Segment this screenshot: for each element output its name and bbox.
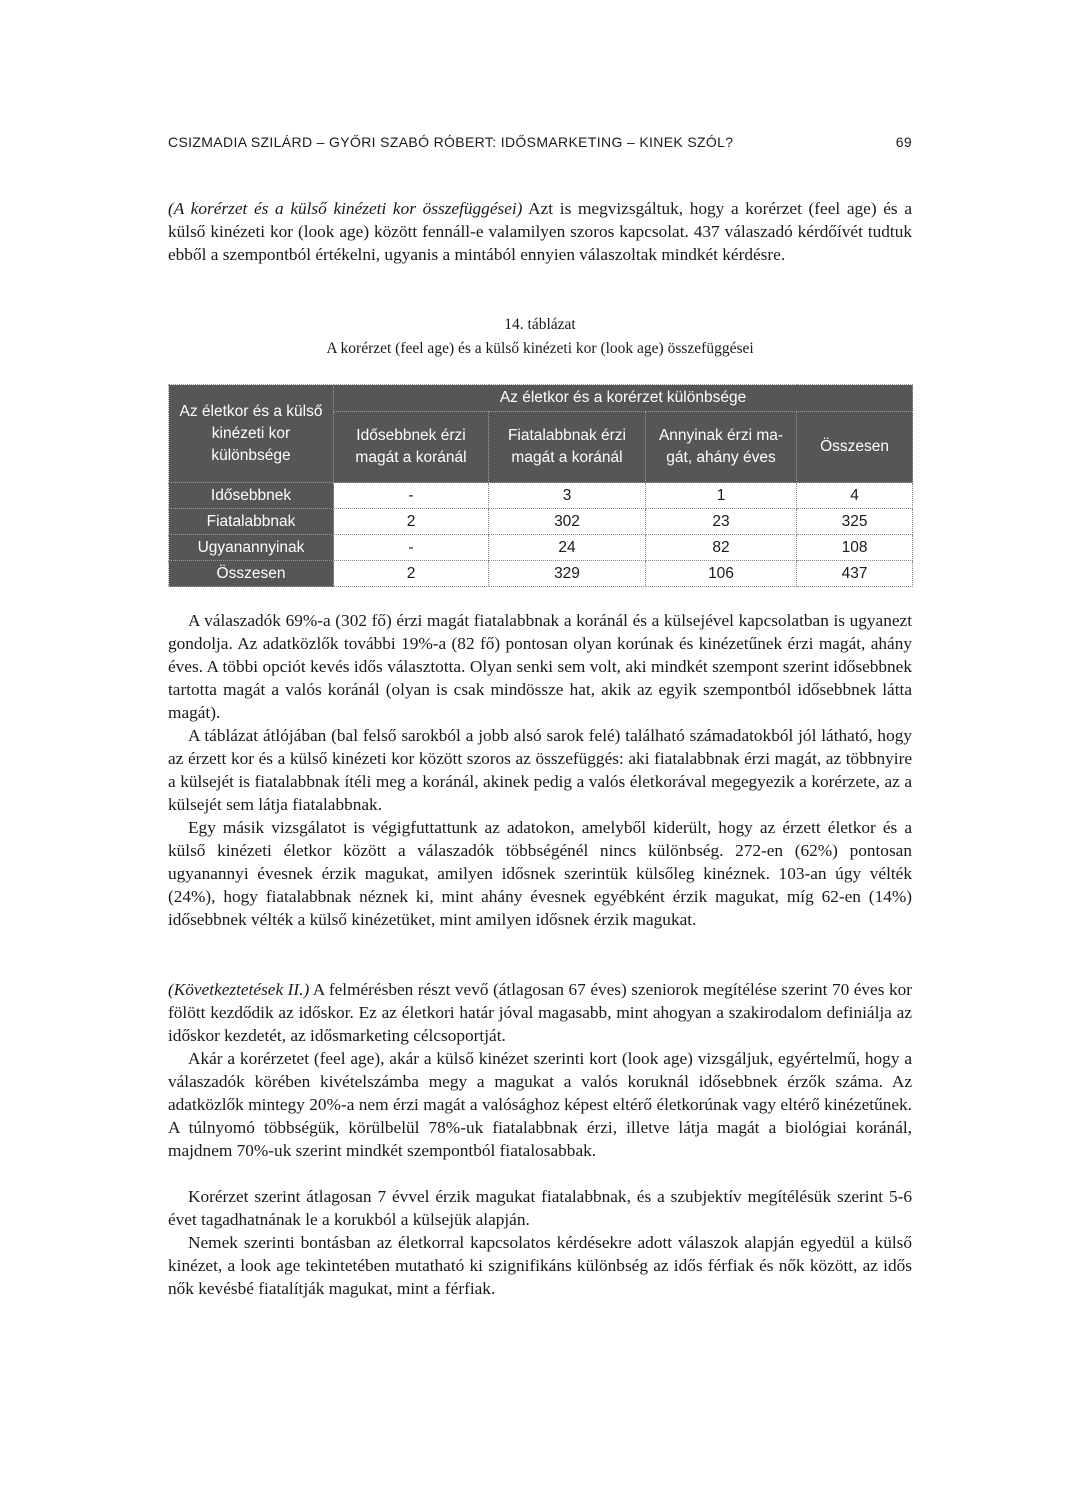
intro-lead: (A korérzet és a külső kinézeti kor összefüggései): [168, 199, 523, 218]
body-paragraph: Egy másik vizsgálatot is végigfuttattunk az adatokon, amelyből kiderült, hogy az érzett életkor és a külső kinézeti életkor között a válaszadók többségénél nincs különbség. 272-en (62%) pontosan ugyanannyi évesnek érzik magukat, amilyen idősnek szerintük külsőleg kinéznek. 103-an úgy vélték (24%), hogy fiatalabbnak néznek ki, mint ahány évesnek egyébként érzik magukat, míg 62-en (14%) idősebbnek vélték a külső kinézetüket, mint amilyen idősnek érzik magukat.: [168, 818, 912, 929]
column-header: Idősebbnek érzi magát a koránál: [334, 412, 489, 483]
running-header-title: CSIZMADIA SZILÁRD – GYŐRI SZABÓ RÓBERT: IDŐSMARKETING – KINEK SZÓL?: [168, 134, 734, 150]
column-header: Fiatalabbnak érzi magát a koránál: [489, 412, 646, 483]
body-paragraph: Nemek szerinti bontásban az életkorral kapcsolatos kérdésekre adott válaszok alapján egyedül a külső kinézet, a look age tekintetében mutatható ki szignifikáns különbség az idős férfiak és nők között, az idős nők kevésbé fiatalítják magukat, mint a férfiak.: [168, 1233, 912, 1298]
table-cell: 82: [646, 535, 797, 561]
table-cell: 24: [489, 535, 646, 561]
age-perception-table: [168, 384, 913, 587]
body-paragraph: Akár a korérzetet (feel age), akár a külső kinézet szerinti kort (look age) vizsgáljuk, egyértelmű, hogy a válaszadók körében kivételszámba megy a magukat a valós koruknál idősebbnek érzők száma. Az adatközlők mintegy 20%-a nem érzi magát a valósághoz képest eltérő életkorúnak vagy eltérő kinézetűnek. A túlnyomó többségük, körülbelül 78%-uk fiatalabbnak érzi, illetve látja magát a biológiai koránál, majdnem 70%-uk szerint mindkét szempontból fiatalosabbak.: [168, 1049, 912, 1160]
conclusions-paragraph: [168, 978, 912, 1047]
table-cell: 106: [646, 561, 797, 587]
table-cell: 108: [797, 535, 913, 561]
table-row: [169, 509, 913, 535]
table-caption-number: 14. táblázat: [504, 316, 576, 333]
page-number: 69: [895, 134, 912, 150]
table-cell: 23: [646, 509, 797, 535]
row-label: Összesen: [169, 561, 334, 587]
intro-text: Azt is megvizsgáltuk, hogy a korérzet (feel age) és a külső kinézeti kor (look age) között fennáll-e valamilyen szoros kapcsolat. 437 válaszadó kérdőívét tudtuk ebből a szempontból értékelni, ugyanis a mintából ennyien válaszoltak mindkét kérdésre.: [168, 199, 912, 264]
table-cell: 329: [489, 561, 646, 587]
table-cell: 4: [797, 483, 913, 509]
conclusions-text: A felmérésben részt vevő (átlagosan 67 éves) szeniorok megítélése szerint 70 éves kor fölött kezdődik az időskor. Ez az életkori határ jóval magasabb, mint ahogyan a szakirodalom definiálja az időskor kezdetét, az idősmarketing célcsoportját.: [168, 980, 912, 1045]
table-cell: -: [334, 483, 489, 509]
table-cell: -: [334, 535, 489, 561]
column-header: Annyinak érzi magát, ahány éves: [646, 412, 797, 483]
body-paragraph: A válaszadók 69%-a (302 fő) érzi magát fiatalabbnak a koránál és a külsejével kapcsolatban is ugyanezt gondolja. Az adatközlők további 19%-a (82 fő) pontosan olyan korúnak és kinézetűnek érzi magát, ahány éves. A többi opciót kevés idős választotta. Olyan senki sem volt, aki mindkét szempont szerint idősebbnek tartotta magát a valós koránál (olyan is csak mindössze hat, akik az egyik szempontból idősebbnek látta magát).: [168, 611, 912, 722]
table-cell: 2: [334, 509, 489, 535]
body-paragraph: Korérzet szerint átlagosan 7 évvel érzik magukat fiatalabbnak, és a szubjektív megítélésük szerint 5-6 évet tagadhatnának le a korukból a külsejük alapján.: [168, 1187, 912, 1229]
table-cell: 3: [489, 483, 646, 509]
table-row-header: Az életkor és a külső kinézeti kor különbsége: [169, 385, 334, 483]
row-label: Fiatalabbnak: [169, 509, 334, 535]
row-label: Ugyanannyinak: [169, 535, 334, 561]
table-cell: 437: [797, 561, 913, 587]
conclusions-lead: (Következtetések II.): [168, 980, 310, 999]
intro-paragraph: [168, 197, 912, 266]
table-row: [169, 483, 913, 509]
column-header: Összesen: [797, 412, 913, 483]
table-group-header: Az életkor és a korérzet különbsége: [334, 385, 913, 412]
table-row: [169, 561, 913, 587]
table-caption-title: A korérzet (feel age) és a külső kinézeti kor (look age) összefüggései: [326, 340, 754, 357]
row-label: Idősebbnek: [169, 483, 334, 509]
table-cell: 1: [646, 483, 797, 509]
running-header: [168, 134, 912, 156]
table-cell: 302: [489, 509, 646, 535]
body-paragraph: A táblázat átlójában (bal felső sarokból a jobb alsó sarok felé) található számadatokból jól látható, hogy az érzett kor és a külső kinézeti kor között szoros az összefüggés: aki fiatalabbnak érzi magát, az többnyire a külsejét is fiatalabbnak ítéli meg a koránál, akinek pedig a valós életkorával megegyezik a korérzete, az a külsejét sem látja fiatalabbnak.: [168, 726, 912, 814]
table-row: [169, 535, 913, 561]
table-cell: 325: [797, 509, 913, 535]
table-cell: 2: [334, 561, 489, 587]
